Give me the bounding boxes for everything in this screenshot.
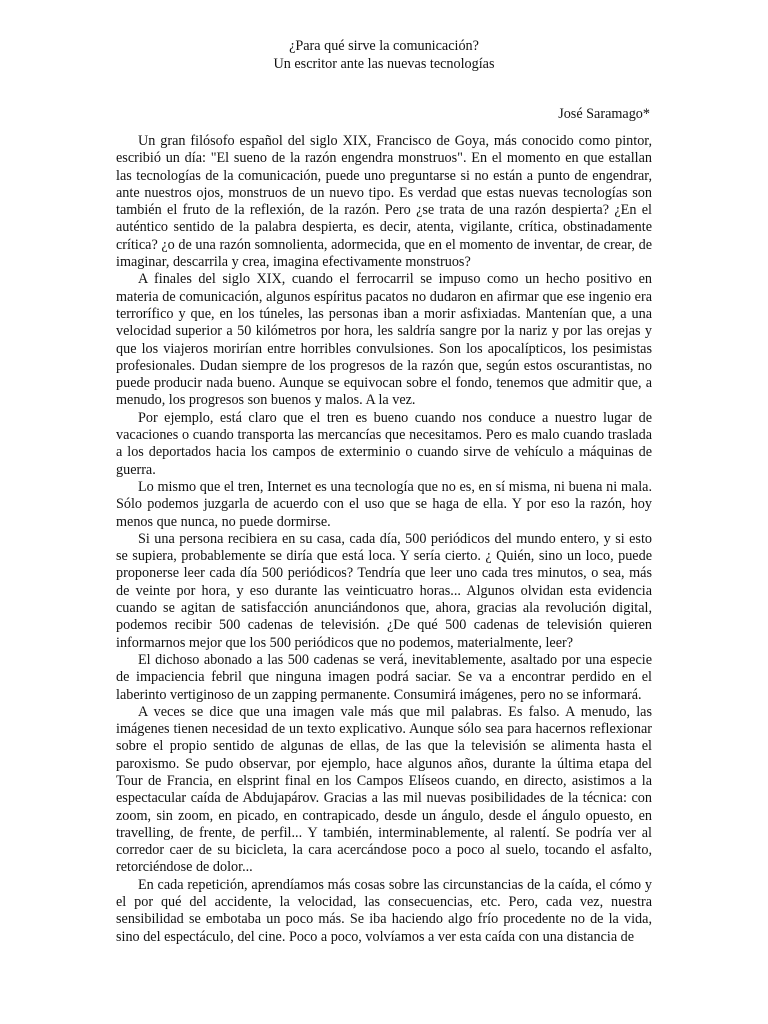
document-title (0, 38, 768, 73)
paragraph: En cada repetición, aprendíamos más cosas sobre las circunstancias de la caída, el cómo y el por qué del accidente, la velocidad, las consecuencias, etc. Pero, cada vez, nuestra sensibilidad se embotaba un poco más. Se iba haciendo algo frío procedente no de la vida, sino del espectáculo, del cine. Poco a poco, volvíamos a ver esta caída con una distancia de (116, 876, 652, 945)
paragraph: Un gran filósofo español del siglo XIX, Francisco de Goya, más conocido como pintor, escribió un día: "El sueno de la razón engendra monstruos". En el momento en que estallan las tecnologías de la comunicación, puede uno preguntarse si no están a punto de engendrar, ante nuestros ojos, monstruos de un nuevo tipo. Es verdad que estas nuevas tecnologías son también el fruto de la reflexión, de la razón. Pero ¿se trata de una razón despierta? ¿En el auténtico sentido de la palabra despierta, es decir, atenta, vigilante, crítica, obstinadamente crítica? ¿o de una razón somnolienta, adormecida, que en el momento de inventar, de crear, de imaginar, descarrila y crea, imagina efectivamente monstruos? (116, 133, 652, 271)
author-name: José Saramago* (558, 106, 650, 122)
paragraph: Lo mismo que el tren, Internet es una tecnología que no es, en sí misma, ni buena ni mala. Sólo podemos juzgarla de acuerdo con el uso que se haga de ella. Y por eso la razón, hoy menos que nunca, no puede dormirse. (116, 478, 652, 530)
paragraph: Por ejemplo, está claro que el tren es bueno cuando nos conduce a nuestro lugar de vacaciones o cuando transporta las mercancías que necesitamos. Pero es malo cuando traslada a los deportados hacia los campos de exterminio o cuando sirve de vehículo a máquinas de guerra. (116, 409, 652, 478)
title-line-2: Un escritor ante las nuevas tecnologías (273, 55, 495, 72)
article-body (116, 133, 652, 946)
title-line-1: ¿Para qué sirve la comunicación? (289, 38, 479, 54)
paragraph: El dichoso abonado a las 500 cadenas se verá, inevitablemente, asaltado por una especie de impaciencia febril que ninguna imagen podrá saciar. Se va a encontrar perdido en el laberinto vertiginoso de un zapping permanente. Consumirá imágenes, pero no se informará. (116, 651, 652, 703)
paragraph: A veces se dice que una imagen vale más que mil palabras. Es falso. A menudo, las imágenes tienen necesidad de un texto explicativo. Aunque sólo sea para hacernos reflexionar sobre el propio sentido de algunas de ellas, de las que la televisión se alimenta hasta el paroxismo. Se pudo observar, por ejemplo, hace algunos años, durante la última etapa del Tour de Francia, en elsprint final en los Campos Elíseos cuando, en directo, asistimos a la espectacular caída de Abdujapárov. Gracias a las mil nuevas posibilidades de la técnica: con zoom, sin zoom, en picado, en contrapicado, desde un ángulo, desde el ángulo opuesto, en travelling, de frente, de perfil... Y también, interminablemente, al ralentí. Se podría ver al corredor caer de su bicicleta, la cara acercándose poco a poco al suelo, tocando el asfalto, retorciéndose de dolor... (116, 703, 652, 876)
paragraph: A finales del siglo XIX, cuando el ferrocarril se impuso como un hecho positivo en materia de comunicación, algunos espíritus pacatos no dudaron en afirmar que ese ingenio era terrorífico y que, en los túneles, las personas iban a morir asfixiadas. Mantenían que, a una velocidad superior a 50 kilómetros por hora, les saldría sangre por la nariz y por las orejas y que los viajeros morirían entre horribles convulsiones. Son los apocalípticos, los pesimistas profesionales. Dudan siempre de los progresos de la razón que, según estos oscurantistas, no puede producir nada bueno. Aunque se equivocan sobre el fondo, tenemos que admitir que, a menudo, los progresos son buenos y malos. A la vez. (116, 271, 652, 409)
paragraph: Si una persona recibiera en su casa, cada día, 500 periódicos del mundo entero, y si esto se supiera, probablemente se diría que está loca. Y sería cierto. ¿ Quién, sino un loco, puede proponerse leer cada día 500 periódicos? Tendría que leer uno cada tres minutos, o sea, más de veinte por hora, y eso durante las veinticuatro horas... Algunos olvidan esta evidencia cuando se agitan de satisfacción anunciándonos que, ahora, gracias ala revolución digital, podemos recibir 500 cadenas de televisión. ¿De qué 500 cadenas de televisión quieren informarnos mejor que los 500 periódicos que no podemos, materialmente, leer? (116, 530, 652, 651)
